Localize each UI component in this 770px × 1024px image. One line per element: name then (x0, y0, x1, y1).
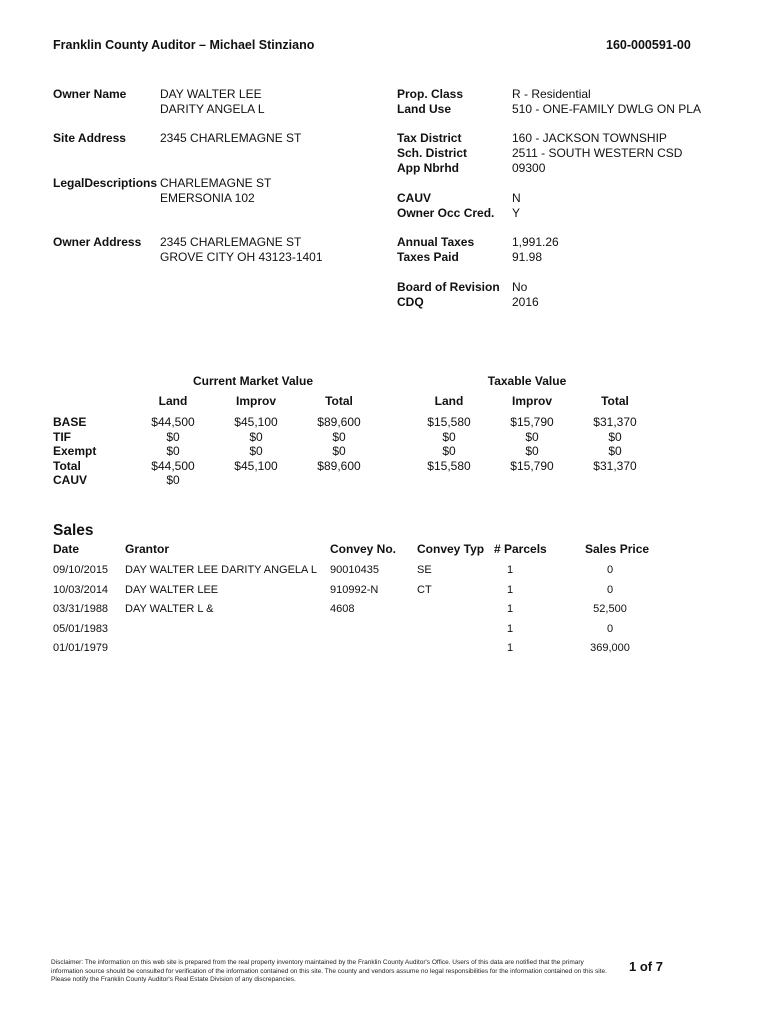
row-label-exempt: Exempt (53, 444, 97, 458)
bor-label: Board of Revision (397, 280, 500, 294)
legal-line: CHARLEMAGNE ST (160, 176, 272, 190)
taxes-paid-label: Taxes Paid (397, 250, 459, 264)
taxable-improv-header: Improv (511, 394, 552, 408)
cauv-value: N (512, 191, 521, 205)
sales-cell-parcels: 1 (506, 622, 514, 635)
sales-cell-grantor: DAY WALTER LEE DARITY ANGELA L (125, 564, 317, 576)
taxable-land-cell: $15,580 (427, 458, 471, 473)
owner-address-line: 2345 CHARLEMAGNE ST (160, 235, 302, 249)
sales-cell-convey-no: 910992-N (330, 583, 379, 596)
taxable-total-cell: $0 (608, 444, 622, 458)
tax-district-label: Tax District (397, 131, 462, 145)
legal-line: EMERSONIA 102 (160, 191, 255, 205)
row-label-cauv: CAUV (53, 473, 88, 487)
app-nbrhd-label: App Nbrhd (397, 161, 459, 175)
sales-parcels-header: # Parcels (494, 542, 547, 556)
market-total-header: Total (325, 394, 353, 408)
sales-cell-date: 01/01/1979 (53, 642, 109, 655)
cauv-values (512, 191, 521, 221)
row-label-tif: TIF (53, 429, 71, 444)
owner-name-line: DAY WALTER LEE (160, 87, 262, 101)
owner-occ-label: Owner Occ Cred. (397, 206, 495, 220)
taxable-total-cell: $31,370 (593, 415, 637, 429)
owner-address-value (160, 235, 323, 265)
taxable-total-header: Total (601, 394, 629, 408)
sales-price-header: Sales Price (585, 542, 650, 556)
district-labels (397, 131, 467, 176)
sales-date-header: Date (53, 542, 80, 556)
market-land-cell: $0 (166, 429, 180, 444)
market-improv-cell: $45,100 (234, 415, 278, 429)
market-improv-cell: $0 (249, 444, 263, 458)
tax-district-value: 160 - JACKSON TOWNSHIP (512, 131, 667, 145)
app-nbrhd-value: 09300 (512, 161, 546, 175)
bor-value: No (512, 280, 528, 294)
legal-description-value (160, 176, 271, 206)
market-land-cell: $44,500 (151, 415, 195, 429)
cdq-value: 2016 (512, 295, 539, 309)
sales-cell-date: 09/10/2015 (53, 564, 109, 576)
market-total-cell: $89,600 (317, 415, 361, 429)
sales-cell-price: 0 (606, 583, 614, 596)
taxable-land-cell: $0 (442, 444, 456, 458)
bor-values (512, 280, 539, 310)
taxable-land-cell: $0 (442, 429, 456, 444)
sales-cell-convey-typ: SE (417, 564, 432, 576)
sales-cell-date: 05/01/1983 (53, 622, 109, 635)
taxable-total-column (585, 415, 645, 473)
taxable-improv-cell: $0 (525, 429, 539, 444)
taxable-land-cell: $15,580 (427, 415, 471, 429)
market-total-cell: $89,600 (317, 458, 361, 473)
sales-convey-typ-header: Convey Typ (417, 542, 485, 556)
taxable-improv-cell: $15,790 (510, 458, 554, 473)
sales-cell-parcels: 1 (506, 603, 514, 616)
land-use-value: 510 - ONE-FAMILY DWLG ON PLA (512, 102, 701, 116)
row-label-base: BASE (53, 415, 87, 429)
taxable-improv-cell: $15,790 (510, 415, 554, 429)
value-row-labels (53, 415, 96, 488)
taxable-land-column (419, 415, 479, 473)
taxable-improv-cell: $0 (525, 444, 539, 458)
sch-district-label: Sch. District (397, 146, 468, 160)
current-market-title: Current Market Value (192, 374, 314, 388)
sales-cell-date: 03/31/1988 (53, 603, 109, 616)
owner-address-label: Owner Address (53, 235, 142, 249)
sales-cell-parcels: 1 (506, 642, 514, 655)
disclaimer: Disclaimer: The information on this web site is prepared from the real property inventory maintained by the Franklin County Auditor's Office. Users of this data are notified that the primary information source should be consulted for verification of the information contained on this site. The county and vendors assume no legal responsibilities for the information contained on this site. Please notify the Franklin County Auditor's Real Estate Division of any discrepancies. (51, 959, 607, 983)
prop-class-value: R - Residential (512, 87, 591, 101)
sch-district-value: 2511 - SOUTH WESTERN CSD (512, 146, 683, 160)
sales-cell-price: 369,000 (590, 642, 630, 655)
sales-cell-parcels: 1 (506, 583, 514, 596)
cdq-label: CDQ (397, 295, 424, 309)
market-land-cell: $0 (166, 473, 180, 487)
page-number: 1 of 7 (629, 959, 663, 974)
market-improv-cell: $0 (249, 429, 263, 444)
sales-cell-parcels: 1 (506, 564, 514, 576)
owner-occ-value: Y (512, 206, 521, 220)
market-land-header: Land (158, 394, 188, 408)
owner-address-line: GROVE CITY OH 43123-1401 (160, 250, 323, 264)
sales-cell-grantor: DAY WALTER LEE (125, 583, 219, 596)
row-label-total: Total (53, 458, 81, 473)
taxable-total-cell: $31,370 (593, 458, 637, 473)
taxable-title: Taxable Value (487, 374, 567, 388)
market-land-column (143, 415, 203, 488)
land-use-label: Land Use (397, 102, 452, 116)
owner-name-label: Owner Name (53, 87, 127, 101)
taxes-paid-value: 91.98 (512, 250, 543, 264)
annual-taxes-value: 1,991.26 (512, 235, 559, 249)
cauv-label: CAUV (397, 191, 432, 205)
market-improv-header: Improv (235, 394, 276, 408)
sales-convey-no-header: Convey No. (330, 542, 397, 556)
prop-class-values (512, 87, 701, 117)
sales-cell-date: 10/03/2014 (53, 583, 109, 596)
sales-cell-convey-no: 4608 (330, 603, 355, 616)
sales-cell-grantor: DAY WALTER L & (125, 603, 214, 616)
market-total-cell: $0 (332, 444, 346, 458)
site-address-value: 2345 CHARLEMAGNE ST (160, 131, 302, 145)
cauv-labels (397, 191, 494, 221)
sales-cell-convey-typ: CT (417, 583, 432, 596)
bor-labels (397, 280, 500, 310)
taxable-improv-column (502, 415, 562, 473)
prop-class-labels (397, 87, 463, 117)
market-total-column (309, 415, 369, 473)
site-address-label: Site Address (53, 131, 126, 145)
district-values (512, 131, 682, 176)
tax-values (512, 235, 559, 265)
legal-description-label: LegalDescriptions (53, 176, 158, 190)
market-total-cell: $0 (332, 429, 346, 444)
market-improv-cell: $45,100 (234, 458, 278, 473)
sales-grantor-header: Grantor (125, 542, 170, 556)
annual-taxes-label: Annual Taxes (397, 235, 475, 249)
owner-name-value (160, 87, 265, 117)
prop-class-label: Prop. Class (397, 87, 464, 101)
sales-title: Sales (53, 522, 94, 539)
sales-cell-price: 0 (606, 564, 614, 576)
market-improv-column (226, 415, 286, 473)
sales-cell-price: 0 (606, 622, 614, 635)
sales-cell-convey-no: 90010435 (330, 564, 379, 576)
parcel-id: 160-000591-00 (606, 38, 691, 52)
taxable-total-cell: $0 (608, 429, 622, 444)
page-title: Franklin County Auditor – Michael Stinziano (53, 38, 315, 52)
taxable-land-header: Land (434, 394, 464, 408)
market-land-cell: $44,500 (151, 458, 195, 473)
market-land-cell: $0 (166, 444, 180, 458)
sales-cell-price: 52,500 (593, 603, 627, 616)
owner-name-line: DARITY ANGELA L (160, 102, 265, 116)
tax-labels (397, 235, 474, 265)
